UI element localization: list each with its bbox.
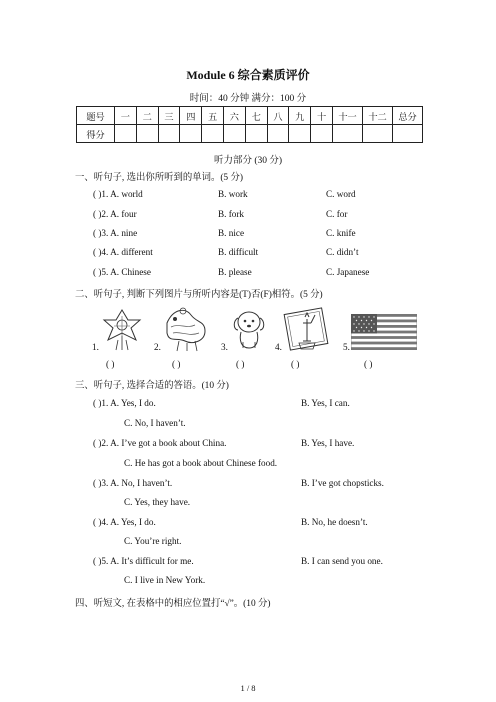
- score-header-cell: 题号: [77, 107, 115, 125]
- score-table-header-row: [77, 107, 423, 125]
- part3-item-5-c: C. I live in New York.: [124, 575, 206, 585]
- picture-label-3: 3.: [221, 342, 228, 352]
- score-header-cell: 九: [289, 107, 311, 125]
- score-cell[interactable]: [202, 125, 224, 143]
- part1-item-1-c: C. word: [326, 189, 356, 199]
- score-cell[interactable]: [333, 125, 363, 143]
- part3-item-1-b: B. Yes, I can.: [301, 398, 350, 408]
- part1-heading: 一、听句子, 选出你所听到的单词。(5 分): [75, 173, 243, 183]
- part3-item-2-c: C. He has got a book about Chinese food.: [124, 458, 278, 468]
- answer-blank-2[interactable]: ( ): [172, 359, 181, 369]
- score-cell[interactable]: [311, 125, 333, 143]
- part1-item-2-c: C. for: [326, 209, 348, 219]
- page-title: Module 6 综合素质评价: [186, 68, 310, 82]
- score-header-cell: 一: [115, 107, 137, 125]
- picture-label-1: 1.: [92, 342, 99, 352]
- score-header-cell: 八: [267, 107, 289, 125]
- part3-heading: 三、听句子, 选择合适的答语。(10 分): [75, 381, 229, 391]
- part1-item-1-a: ( )1. A. world: [93, 189, 143, 199]
- score-cell[interactable]: [223, 125, 245, 143]
- part1-item-5-a: ( )5. A. Chinese: [93, 267, 151, 277]
- part3-item-1-c: C. No, I haven’t.: [124, 418, 186, 428]
- part3-item-1-a: ( )1. A. Yes, I do.: [93, 398, 156, 408]
- picture-label-2: 2.: [154, 342, 161, 352]
- part1-item-3-b: B. nice: [218, 228, 245, 238]
- score-header-cell: 十一: [333, 107, 363, 125]
- part4-heading: 四、听短文, 在表格中的相应位置打“√”。(10 分): [75, 599, 271, 609]
- score-cell[interactable]: [115, 125, 137, 143]
- part1-item-4-c: C. didn’t: [326, 247, 359, 257]
- score-header-cell: 十二: [363, 107, 393, 125]
- listening-heading: 听力部分 (30 分): [213, 156, 283, 166]
- score-cell[interactable]: [289, 125, 311, 143]
- part3-item-5-b: B. I can send you one.: [301, 556, 383, 566]
- part1-item-2-b: B. fork: [218, 209, 245, 219]
- score-cell[interactable]: [245, 125, 267, 143]
- dragon-dance-picture: [161, 303, 209, 353]
- score-header-cell: 四: [180, 107, 202, 125]
- score-header-cell: 三: [158, 107, 180, 125]
- part3-item-3-a: ( )3. A. No, I haven’t.: [93, 478, 173, 488]
- score-row-label: 得分: [77, 125, 115, 143]
- part1-item-4-a: ( )4. A. different: [93, 247, 153, 257]
- score-header-cell: 七: [245, 107, 267, 125]
- score-cell[interactable]: [180, 125, 202, 143]
- statue-of-liberty-picture: [281, 305, 331, 353]
- part3-item-5-a: ( )5. A. It’s difficult for me.: [93, 556, 194, 566]
- part1-item-1-b: B. work: [218, 189, 248, 199]
- part2-heading: 二、听句子, 判断下列图片与所听内容是(T)否(F)相符。(5 分): [75, 290, 323, 300]
- chinese-knot-picture: [100, 306, 144, 352]
- score-cell[interactable]: [158, 125, 180, 143]
- part3-item-4-c: C. You’re right.: [124, 536, 182, 546]
- score-cell[interactable]: [136, 125, 158, 143]
- dog-picture: [229, 308, 269, 350]
- part1-item-5-c: C. Japanese: [326, 267, 370, 277]
- page-number: 1 / 8: [240, 683, 256, 693]
- score-table: [76, 106, 423, 143]
- part3-item-3-c: C. Yes, they have.: [124, 497, 191, 507]
- score-header-cell: 六: [223, 107, 245, 125]
- score-cell[interactable]: [393, 125, 423, 143]
- score-cell[interactable]: [267, 125, 289, 143]
- part3-item-4-a: ( )4. A. Yes, I do.: [93, 517, 156, 527]
- score-header-cell: 五: [202, 107, 224, 125]
- part1-item-3-c: C. knife: [326, 228, 356, 238]
- score-cell[interactable]: [363, 125, 393, 143]
- answer-blank-5[interactable]: ( ): [364, 359, 373, 369]
- part1-item-3-a: ( )3. A. nine: [93, 228, 138, 238]
- answer-blank-4[interactable]: ( ): [291, 359, 300, 369]
- score-table-score-row: [77, 125, 423, 143]
- picture-label-4: 4.: [275, 342, 282, 352]
- part3-item-2-b: B. Yes, I have.: [301, 438, 355, 448]
- part1-item-2-a: ( )2. A. four: [93, 209, 137, 219]
- answer-blank-1[interactable]: ( ): [106, 359, 115, 369]
- score-header-cell: 十: [311, 107, 333, 125]
- exam-time-score: 时间：40 分钟 满分：100 分: [189, 94, 307, 104]
- part1-item-4-b: B. difficult: [218, 247, 259, 257]
- score-header-cell: 二: [136, 107, 158, 125]
- answer-blank-3[interactable]: ( ): [236, 359, 245, 369]
- american-flag-picture: [351, 314, 417, 350]
- part3-item-2-a: ( )2. A. I’ve got a book about China.: [93, 438, 227, 448]
- score-header-cell: 总分: [393, 107, 423, 125]
- picture-label-5: 5.: [343, 342, 350, 352]
- part3-item-4-b: B. No, he doesn’t.: [301, 517, 368, 527]
- part1-item-5-b: B. please: [218, 267, 252, 277]
- part3-item-3-b: B. I’ve got chopsticks.: [301, 478, 384, 488]
